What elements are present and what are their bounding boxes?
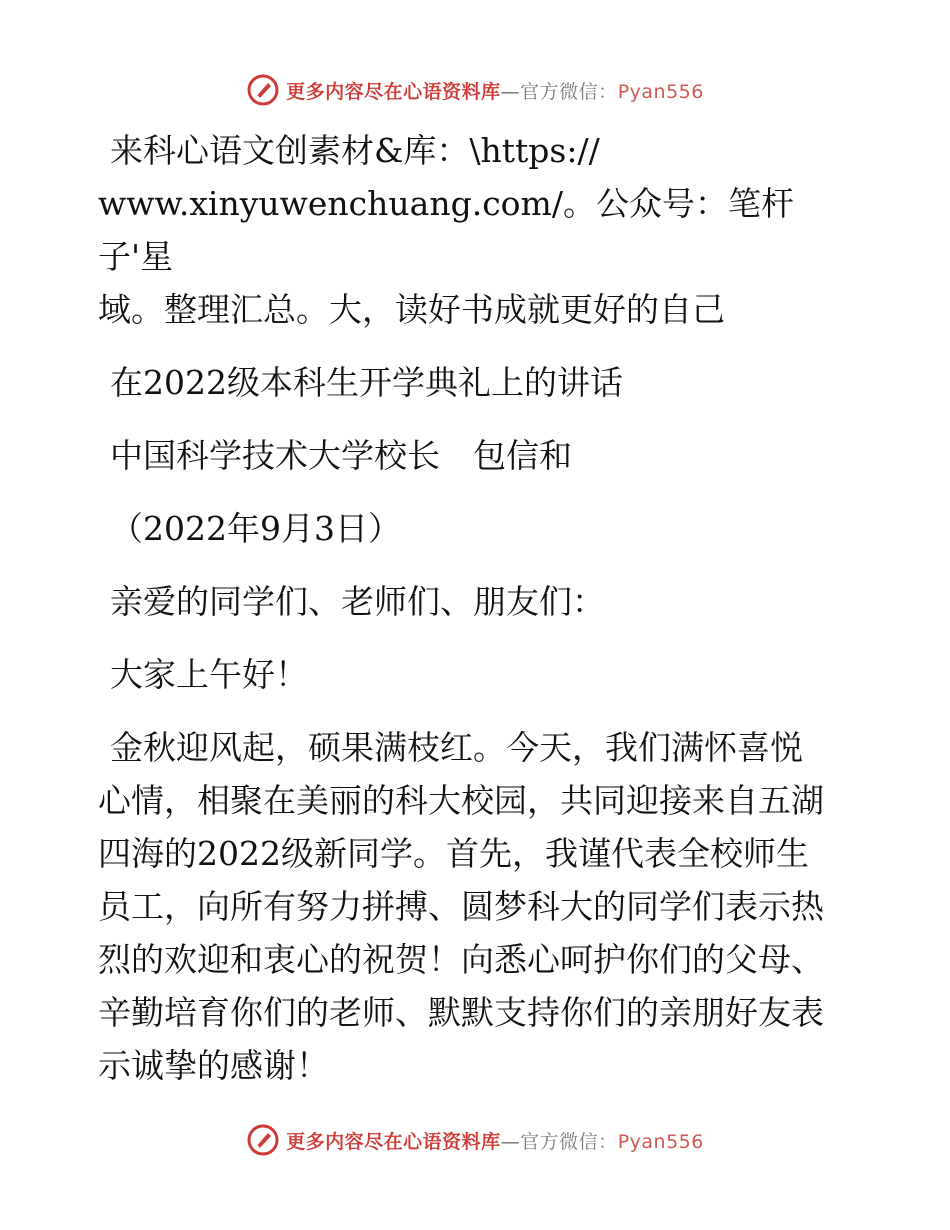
intro-line-1: 来科心语文创素材&库：\https:// <box>110 131 600 170</box>
greeting: 大家上午好！ <box>110 655 308 694</box>
paragraph-line: 员工，向所有努力拼搏、圆梦科大的同学们表示热 <box>98 887 824 926</box>
paragraph-1 <box>98 721 858 1092</box>
pen-logo-icon <box>246 1123 280 1157</box>
speech-title: 在2022级本科生开学典礼上的讲话 <box>110 363 623 402</box>
banner-separator: — <box>500 1130 521 1153</box>
banner-wechat-id: Pyan556 <box>617 1130 704 1153</box>
paragraph-line: 四海的2022级新同学。首先，我谨代表全校师生 <box>98 834 809 873</box>
salutation: 亲爱的同学们、老师们、朋友们： <box>110 582 605 621</box>
speaker-line: 中国科学技术大学校长 包信和 <box>110 436 572 475</box>
banner-title: 更多内容尽在心语资料库 <box>286 1130 501 1153</box>
intro-line-2: www.xinyuwenchuang.com/。公众号：笔杆子'星 <box>98 184 794 276</box>
paragraph-line: 示诚挚的感谢！ <box>98 1046 329 1085</box>
header-banner <box>0 70 950 110</box>
paragraph-line: 心情，相聚在美丽的科大校园，共同迎接来自五湖 <box>98 781 824 820</box>
paragraph-line: 金秋迎风起，硕果满枝红。今天，我们满怀喜悦 <box>110 728 803 767</box>
document-body <box>98 124 858 1092</box>
paragraph-line: 烈的欢迎和衷心的祝贺！向悉心呵护你们的父母、 <box>98 940 824 979</box>
pen-logo-icon <box>246 73 280 107</box>
date-line: （2022年9月3日） <box>110 509 401 548</box>
banner-wechat-id: Pyan556 <box>617 80 704 103</box>
banner-wechat-label: 官方微信： <box>520 80 618 103</box>
paragraph-line: 辛勤培育你们的老师、默默支持你们的亲朋好友表 <box>98 993 824 1032</box>
intro-line-3: 域。整理汇总。大，读好书成就更好的自己 <box>98 290 725 329</box>
footer-banner <box>0 1120 950 1160</box>
header-banner-text <box>286 77 704 104</box>
banner-wechat-label: 官方微信： <box>520 1130 618 1153</box>
footer-banner-text <box>286 1127 704 1154</box>
banner-separator: — <box>500 80 521 103</box>
banner-title: 更多内容尽在心语资料库 <box>286 80 501 103</box>
